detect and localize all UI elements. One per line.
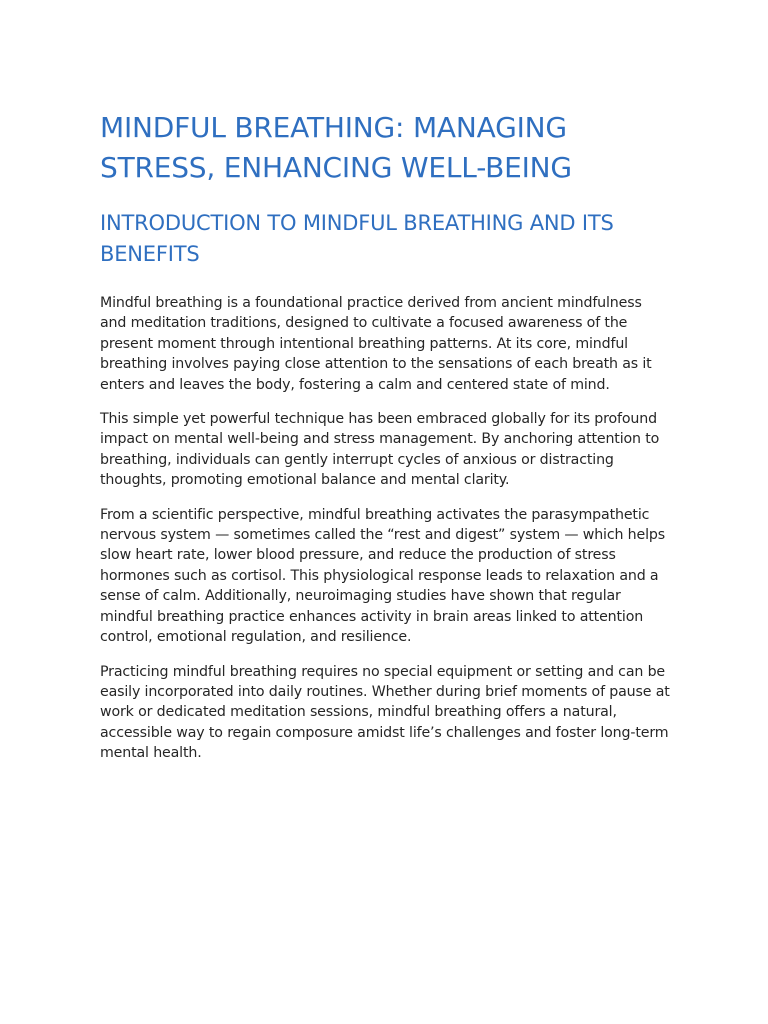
document-title: MINDFUL BREATHING: MANAGING STRESS, ENHANCING WELL-BEING xyxy=(100,111,572,184)
paragraph-1: Mindful breathing is a foundational practice derived from ancient mindfulness and meditation traditions, designed to cultivate a focused awareness of the present moment through intentional breathing patterns. At its core, mindful breathing involves paying close attention to the sensations of each breath as it enters and leaves the body, fostering a calm and centered state of mind. xyxy=(100,295,652,393)
section-heading: INTRODUCTION TO MINDFUL BREATHING AND ITS BENEFITS xyxy=(100,211,614,266)
paragraph-3: From a scientific perspective, mindful breathing activates the parasympathetic nervous system — sometimes called the “rest and digest” system — which helps slow heart rate, lower blood pressure, and reduce the production of stress hormones such as cortisol. This physiological response leads to relaxation and a sense of calm. Additionally, neuroimaging studies have shown that regular mindful breathing practice enhances activity in brain areas linked to attention control, emotional regulation, and resilience. xyxy=(100,506,665,646)
paragraph-4: Practicing mindful breathing requires no special equipment or setting and can be easily incorporated into daily routines. Whether during brief moments of pause at work or dedicated meditation sessions, mindful breathing offers a natural, accessible way to regain composure amidst life’s challenges and foster long-term mental health. xyxy=(100,663,670,762)
document-page xyxy=(100,108,670,778)
paragraph-2: This simple yet powerful technique has been embraced globally for its profound impact on mental well-being and stress management. By anchoring attention to breathing, individuals can gently interrupt cycles of anxious or distracting thoughts, promoting emotional balance and mental clarity. xyxy=(100,411,660,489)
